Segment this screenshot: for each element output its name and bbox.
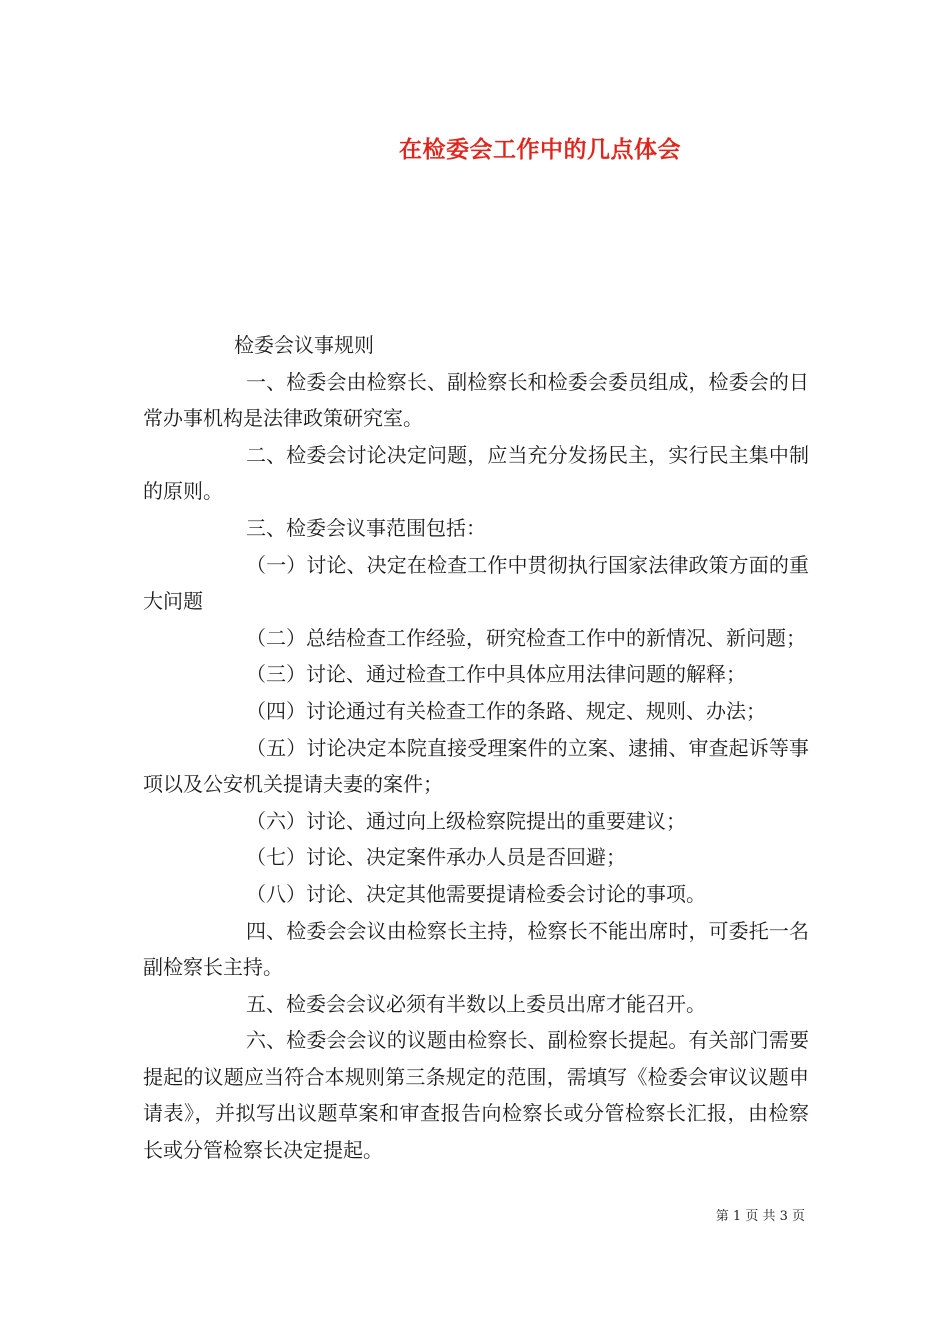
paragraph-1: 一、检委会由检察长、副检察长和检委会委员组成，检委会的日常办事机构是法律政策研究室。 [143,369,809,431]
list-item-7: （七）讨论、决定案件承办人员是否回避； [246,845,626,870]
list-item-1: （一）讨论、决定在检查工作中贯彻执行国家法律政策方面的重大问题 [143,552,809,614]
paragraph-5: 五、检委会会议必须有半数以上委员出席才能召开。 [246,991,706,1016]
list-item-4: （四）讨论通过有关检查工作的条路、规定、规则、办法； [246,698,766,723]
section-heading: 检委会议事规则 [234,333,374,357]
list-item-5: （五）讨论决定本院直接受理案件的立案、逮捕、审查起诉等事项以及公安机关提请夫妻的案件； [143,735,809,797]
paragraph-6: 六、检委会会议的议题由检察长、副检察长提起。有关部门需要提起的议题应当符合本规则第三条规定的范围，需填写《检委会审议议题申请表》，并拟写出议题草案和审查报告向检察长或分管检察长汇报，由检察长或分管检察长决定提起。 [143,1028,809,1163]
page-number: 第 1 页 共 3 页 [715,1209,805,1224]
list-item-2: （二）总结检查工作经验，研究检查工作中的新情况、新问题； [246,625,806,650]
list-item-8: （八）讨论、决定其他需要提请检委会讨论的事项。 [246,881,706,906]
paragraph-2: 二、检委会讨论决定问题，应当充分发扬民主，实行民主集中制的原则。 [143,442,809,504]
paragraph-4: 四、检委会会议由检察长主持，检察长不能出席时，可委托一名副检察长主持。 [143,918,809,980]
paragraph-3: 三、检委会议事范围包括： [246,515,486,540]
document-title: 在检委会工作中的几点体会 [399,136,681,163]
list-item-6: （六）讨论、通过向上级检察院提出的重要建议； [246,808,686,833]
document-body [143,327,809,1169]
list-item-3: （三）讨论、通过检查工作中具体应用法律问题的解释； [246,662,746,687]
